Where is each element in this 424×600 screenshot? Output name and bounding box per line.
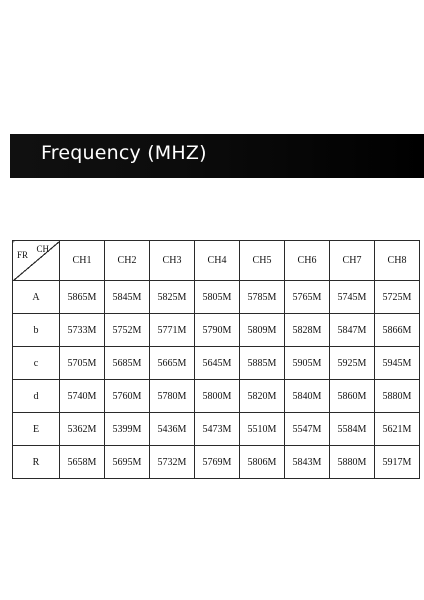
table-cell: 5645M <box>195 347 240 380</box>
table-cell: 5865M <box>60 281 105 314</box>
table-cell: 5584M <box>330 413 375 446</box>
table-cell: 5725M <box>375 281 420 314</box>
table-cell: 5880M <box>330 446 375 479</box>
table-cell: 5658M <box>60 446 105 479</box>
table-cell: 5905M <box>285 347 330 380</box>
table-cell: 5809M <box>240 314 285 347</box>
table-cell: 5785M <box>240 281 285 314</box>
column-header: CH3 <box>150 241 195 281</box>
row-label: c <box>13 347 60 380</box>
table-cell: 5510M <box>240 413 285 446</box>
column-header: CH6 <box>285 241 330 281</box>
table-row <box>13 446 420 479</box>
table-cell: 5695M <box>105 446 150 479</box>
table-cell: 5732M <box>150 446 195 479</box>
table-cell: 5752M <box>105 314 150 347</box>
frequency-table <box>12 240 420 479</box>
table-cell: 5866M <box>375 314 420 347</box>
table-cell: 5800M <box>195 380 240 413</box>
table-cell: 5665M <box>150 347 195 380</box>
table-cell: 5880M <box>375 380 420 413</box>
table-cell: 5769M <box>195 446 240 479</box>
corner-col-label: CH <box>36 244 49 254</box>
row-label: b <box>13 314 60 347</box>
table-cell: 5885M <box>240 347 285 380</box>
table-header-row <box>13 241 420 281</box>
table-cell: 5828M <box>285 314 330 347</box>
table-cell: 5806M <box>240 446 285 479</box>
table-cell: 5771M <box>150 314 195 347</box>
column-header: CH1 <box>60 241 105 281</box>
row-label: R <box>13 446 60 479</box>
column-header: CH8 <box>375 241 420 281</box>
table-cell: 5845M <box>105 281 150 314</box>
table-cell: 5547M <box>285 413 330 446</box>
table-cell: 5473M <box>195 413 240 446</box>
table-row <box>13 380 420 413</box>
table-cell: 5820M <box>240 380 285 413</box>
table-cell: 5685M <box>105 347 150 380</box>
table-cell: 5740M <box>60 380 105 413</box>
row-label: E <box>13 413 60 446</box>
table-cell: 5436M <box>150 413 195 446</box>
row-label: d <box>13 380 60 413</box>
column-header: CH4 <box>195 241 240 281</box>
table-cell: 5733M <box>60 314 105 347</box>
table-cell: 5840M <box>285 380 330 413</box>
table-row <box>13 281 420 314</box>
table-cell: 5760M <box>105 380 150 413</box>
table-cell: 5362M <box>60 413 105 446</box>
table-cell: 5917M <box>375 446 420 479</box>
table-cell: 5705M <box>60 347 105 380</box>
corner-cell <box>13 241 60 281</box>
column-header: CH5 <box>240 241 285 281</box>
table-cell: 5945M <box>375 347 420 380</box>
table-cell: 5805M <box>195 281 240 314</box>
corner-row-label: FR <box>17 250 29 260</box>
table-cell: 5780M <box>150 380 195 413</box>
row-label: A <box>13 281 60 314</box>
column-header: CH7 <box>330 241 375 281</box>
table-row <box>13 413 420 446</box>
frequency-table-container <box>12 240 420 478</box>
table-cell: 5925M <box>330 347 375 380</box>
table-cell: 5745M <box>330 281 375 314</box>
table-cell: 5790M <box>195 314 240 347</box>
table-cell: 5847M <box>330 314 375 347</box>
title-banner <box>10 134 424 178</box>
table-cell: 5860M <box>330 380 375 413</box>
column-header: CH2 <box>105 241 150 281</box>
table-cell: 5825M <box>150 281 195 314</box>
table-row <box>13 347 420 380</box>
table-row <box>13 314 420 347</box>
banner-title: Frequency (MHZ) <box>41 142 207 164</box>
table-cell: 5843M <box>285 446 330 479</box>
table-cell: 5399M <box>105 413 150 446</box>
table-cell: 5621M <box>375 413 420 446</box>
table-cell: 5765M <box>285 281 330 314</box>
